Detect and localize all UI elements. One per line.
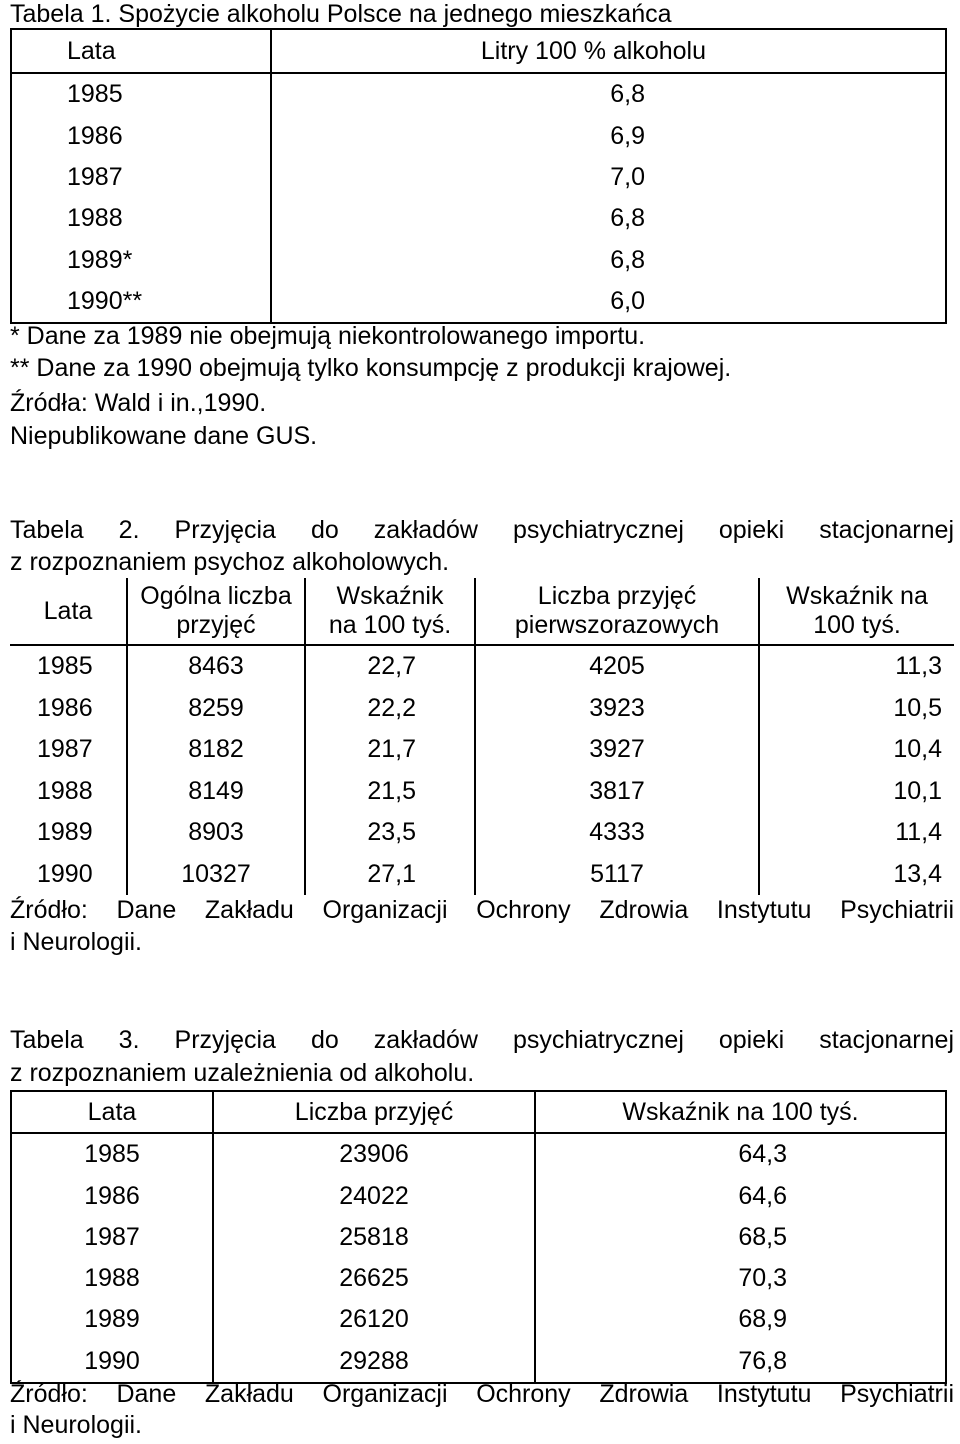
table2-header-wskaznik-pierwsze [759, 578, 954, 645]
table1-value: 6,8 [271, 240, 946, 281]
table3-cell: 68,9 [535, 1299, 946, 1340]
table3-caption-line1: Tabela 3. Przyjęcia do zakładów psychiatrycznej opieki stacjonarnej [10, 1026, 954, 1054]
table1-year: 1989* [11, 240, 271, 281]
table2-source-line1: Źródło: Dane Zakładu Organizacji Ochrony Zdrowia Instytutu Psychiatrii [10, 896, 954, 924]
table3-header-row [11, 1091, 946, 1133]
table2-header-pierwszorazowych [475, 578, 759, 645]
table-row [11, 198, 946, 239]
table2-cell: 8259 [127, 688, 305, 730]
table2-cell: 4205 [475, 645, 759, 688]
table3-header-lata: Lata [11, 1091, 213, 1133]
table3-cell: 76,8 [535, 1340, 946, 1382]
table3-header-liczba: Liczba przyjęć [213, 1091, 535, 1133]
table3-cell: 64,3 [535, 1133, 946, 1175]
table2-header-text: 100 tyś. [813, 611, 901, 639]
table1-header-litry: Litry 100 % alkoholu [271, 29, 946, 73]
table2-header-text: na 100 tyś. [328, 611, 452, 639]
table3-year: 1985 [11, 1133, 213, 1175]
table3-cell: 64,6 [535, 1175, 946, 1216]
table2-year: 1986 [37, 693, 93, 722]
table2-cell: 22,2 [305, 688, 475, 730]
table-row [10, 688, 954, 730]
table2-cell: 3923 [475, 688, 759, 730]
table2-cell: 21,5 [305, 771, 475, 813]
table2-cell: 8182 [127, 729, 305, 771]
table3-source-line1: Źródło: Dane Zakładu Organizacji Ochrony Zdrowia Instytutu Psychiatrii [10, 1380, 954, 1408]
table1-year: 1990** [11, 281, 271, 323]
table1-value: 7,0 [271, 157, 946, 198]
table2-cell: 8463 [127, 645, 305, 688]
table2-header-wskaznik [305, 578, 475, 645]
table3-year: 1987 [11, 1217, 213, 1258]
table2-header-text: Wskaźnik na [786, 582, 928, 611]
table1 [10, 28, 947, 324]
table-row [11, 1258, 946, 1299]
table1-year: 1987 [11, 157, 271, 198]
table-row [11, 1299, 946, 1340]
table-row [11, 1217, 946, 1258]
table3-cell: 70,3 [535, 1258, 946, 1299]
table2-header-text: Liczba przyjęć [537, 582, 697, 611]
table2-header-text: przyjęć [176, 611, 256, 639]
table1-value: 6,8 [271, 198, 946, 239]
table2-cell: 10327 [127, 854, 305, 896]
table2-year: 1988 [37, 776, 93, 805]
table-row [11, 240, 946, 281]
table3-cell: 23906 [213, 1133, 535, 1175]
table-row [11, 115, 946, 156]
table2-cell: 4333 [475, 812, 759, 854]
table3-year: 1990 [11, 1340, 213, 1382]
table2-header-text: Ogólna liczba [140, 582, 292, 611]
table-row [10, 854, 954, 896]
table1-caption: Tabela 1. Spożycie alkoholu Polsce na jednego mieszkańca [10, 0, 672, 28]
table2-cell: 8149 [127, 771, 305, 813]
table2-cell: 5117 [475, 854, 759, 896]
table-row [11, 73, 946, 115]
table2-year: 1985 [37, 652, 93, 681]
table3-caption-line2: z rozpoznaniem uzależnienia od alkoholu. [10, 1059, 475, 1087]
table3-header-wskaznik: Wskaźnik na 100 tyś. [535, 1091, 946, 1133]
table-row [11, 1175, 946, 1216]
table2-cell: 11,4 [759, 812, 954, 854]
table2-cell: 13,4 [759, 854, 954, 896]
table2-year: 1987 [37, 735, 93, 764]
table1-header-row [11, 29, 946, 73]
table1-value: 6,0 [271, 281, 946, 323]
table3-cell: 26625 [213, 1258, 535, 1299]
table1-year: 1985 [11, 73, 271, 115]
table3 [10, 1090, 947, 1384]
table-row [11, 157, 946, 198]
table2-cell: 3927 [475, 729, 759, 771]
table3-cell: 26120 [213, 1299, 535, 1340]
table2-header-ogolna [127, 578, 305, 645]
table2-cell: 21,7 [305, 729, 475, 771]
table1-year: 1986 [11, 115, 271, 156]
table2-cell: 23,5 [305, 812, 475, 854]
table1-year: 1988 [11, 198, 271, 239]
table1-source: Źródła: Wald i in.,1990. [10, 389, 267, 417]
table2-header-text: pierwszorazowych [514, 611, 720, 639]
table-row [11, 1133, 946, 1175]
table-row [11, 281, 946, 323]
table1-value: 6,9 [271, 115, 946, 156]
table3-year: 1988 [11, 1258, 213, 1299]
table2-cell: 10,5 [759, 688, 954, 730]
table-row [10, 812, 954, 854]
table2-cell: 22,7 [305, 645, 475, 688]
table-row [11, 1340, 946, 1382]
table2-caption-line2: z rozpoznaniem psychoz alkoholowych. [10, 548, 450, 576]
table2-year: 1990 [37, 859, 93, 888]
table2-cell: 10,1 [759, 771, 954, 813]
table3-source-line2: i Neurologii. [10, 1411, 143, 1439]
table1-note-2: ** Dane za 1990 obejmują tylko konsumpcję z produkcji krajowej. [10, 354, 732, 382]
table3-cell: 25818 [213, 1217, 535, 1258]
table2-header-lata-text: Lata [43, 596, 93, 625]
table3-cell: 29288 [213, 1340, 535, 1382]
table2-cell: 27,1 [305, 854, 475, 896]
table-row [10, 729, 954, 771]
table2-header-row [10, 578, 954, 645]
table2-cell: 3817 [475, 771, 759, 813]
table2-header-text: Wskaźnik [336, 582, 444, 611]
table3-year: 1989 [11, 1299, 213, 1340]
table-row [10, 771, 954, 813]
table3-year: 1986 [11, 1175, 213, 1216]
table3-cell: 24022 [213, 1175, 535, 1216]
table2-cell: 8903 [127, 812, 305, 854]
table2-caption-line1: Tabela 2. Przyjęcia do zakładów psychiatrycznej opieki stacjonarnej [10, 516, 954, 544]
table1-note-1: * Dane za 1989 nie obejmują niekontrolowanego importu. [10, 322, 646, 350]
table2-cell: 11,3 [759, 645, 954, 688]
table2 [10, 578, 954, 895]
table2-source-line2: i Neurologii. [10, 928, 143, 956]
table2-year: 1989 [37, 818, 93, 847]
table1-note-gus: Niepublikowane dane GUS. [10, 422, 318, 450]
table-row [10, 645, 954, 688]
table2-cell: 10,4 [759, 729, 954, 771]
table1-value: 6,8 [271, 73, 946, 115]
table1-header-lata: Lata [11, 29, 271, 73]
table2-header-lata [10, 578, 127, 645]
table3-cell: 68,5 [535, 1217, 946, 1258]
